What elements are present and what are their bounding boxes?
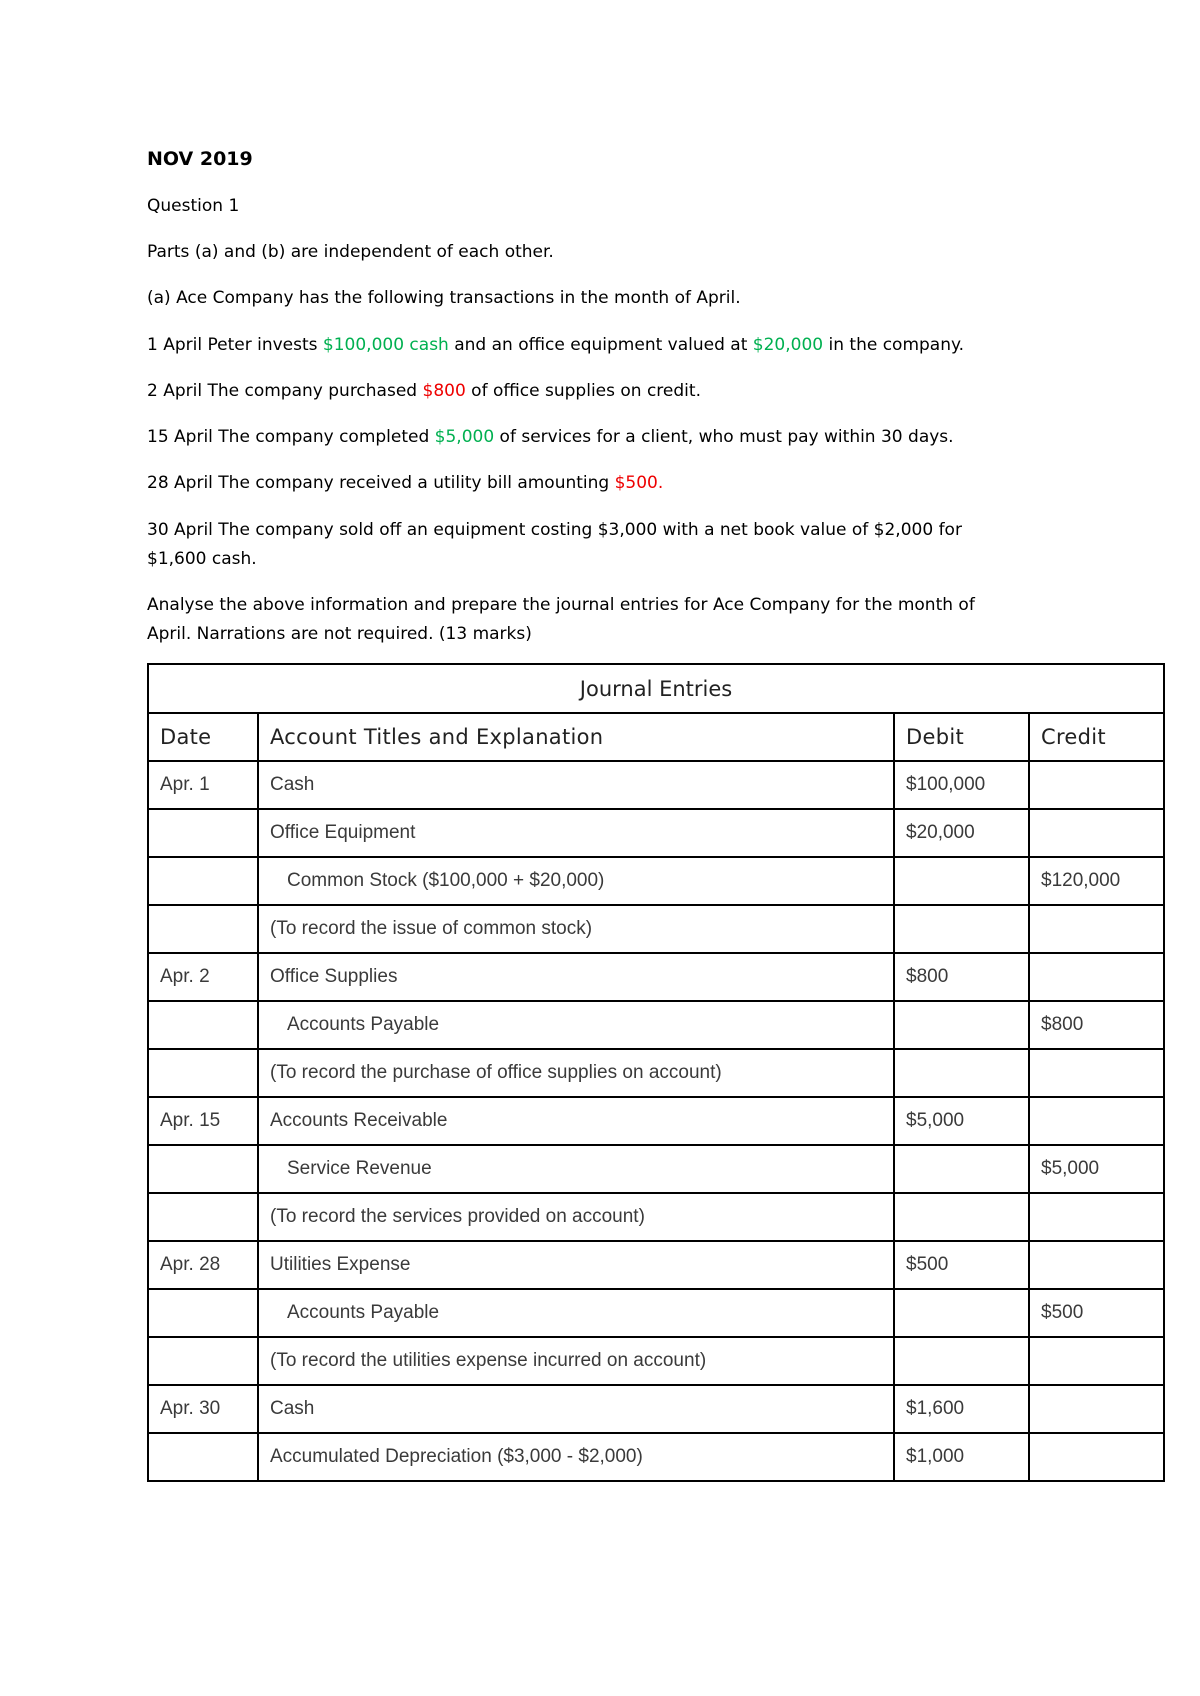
page-heading: NOV 2019	[147, 148, 253, 170]
account-cell: Utilities Expense	[258, 1241, 894, 1289]
table-row	[148, 1241, 1164, 1289]
date-cell	[148, 1049, 258, 1097]
debit-cell	[894, 1001, 1029, 1049]
date-cell	[148, 1145, 258, 1193]
credit-cell: $120,000	[1029, 857, 1164, 905]
debit-cell	[894, 1289, 1029, 1337]
date-cell	[148, 905, 258, 953]
debit-cell: $500	[894, 1241, 1029, 1289]
highlight-amount: $500.	[614, 473, 664, 493]
transaction-text: and an office equipment valued at	[448, 335, 753, 355]
date-cell: Apr. 2	[148, 953, 258, 1001]
table-row	[148, 1049, 1164, 1097]
date-cell	[148, 1193, 258, 1241]
highlight-amount: $800	[422, 381, 466, 401]
highlight-amount: $100,000 cash	[322, 335, 449, 355]
transaction-text: of office supplies on credit.	[465, 381, 701, 401]
table-row	[148, 1193, 1164, 1241]
account-text: Common Stock ($100,000 + $20,000)	[287, 870, 605, 891]
account-cell: (To record the issue of common stock)	[258, 905, 894, 953]
credit-cell: $800	[1029, 1001, 1164, 1049]
account-cell: Accounts Receivable	[258, 1097, 894, 1145]
table-row	[148, 1289, 1164, 1337]
table-row	[148, 1001, 1164, 1049]
debit-cell: $5,000	[894, 1097, 1029, 1145]
date-cell	[148, 1433, 258, 1481]
transaction-text: 15 April The company completed	[147, 427, 435, 447]
instruction-line: April. Narrations are not required. (13 marks)	[147, 624, 532, 644]
credit-cell	[1029, 1241, 1164, 1289]
account-text: Service Revenue	[287, 1158, 432, 1179]
date-cell	[148, 1337, 258, 1385]
table-row	[148, 1097, 1164, 1145]
account-cell: Office Equipment	[258, 809, 894, 857]
debit-cell	[894, 1145, 1029, 1193]
account-cell: Cash	[258, 761, 894, 809]
account-cell: Accumulated Depreciation ($3,000 - $2,000)	[258, 1433, 894, 1481]
transaction-text: of services for a client, who must pay within 30 days.	[494, 427, 954, 447]
credit-cell	[1029, 1049, 1164, 1097]
date-cell: Apr. 15	[148, 1097, 258, 1145]
table-row	[148, 905, 1164, 953]
account-text: Accounts Payable	[287, 1302, 440, 1323]
debit-cell	[894, 1049, 1029, 1097]
transaction-text: 30 April The company sold off an equipment costing $3,000 with a net book value of $2,000 for	[147, 520, 962, 540]
table-row	[148, 1433, 1164, 1481]
debit-cell: $100,000	[894, 761, 1029, 809]
transaction-5	[147, 516, 1047, 574]
table-row	[148, 953, 1164, 1001]
account-cell	[258, 1289, 894, 1337]
transaction-1	[147, 331, 1047, 360]
table-caption-row	[148, 664, 1164, 713]
date-cell	[148, 1001, 258, 1049]
table-row	[148, 809, 1164, 857]
intro-text: Parts (a) and (b) are independent of each other.	[147, 242, 554, 262]
credit-cell	[1029, 953, 1164, 1001]
account-cell	[258, 1001, 894, 1049]
credit-cell	[1029, 1193, 1164, 1241]
date-cell: Apr. 30	[148, 1385, 258, 1433]
column-header-debit: Debit	[894, 713, 1029, 761]
debit-cell	[894, 1337, 1029, 1385]
transaction-text: 1 April Peter invests	[147, 335, 323, 355]
debit-cell: $1,600	[894, 1385, 1029, 1433]
part-a-text: (a) Ace Company has the following transactions in the month of April.	[147, 288, 741, 308]
transaction-text: 28 April The company received a utility bill amounting	[147, 473, 615, 493]
account-text: Accounts Payable	[287, 1014, 440, 1035]
table-row	[148, 857, 1164, 905]
column-header-account: Account Titles and Explanation	[258, 713, 894, 761]
date-cell	[148, 809, 258, 857]
transaction-text: in the company.	[823, 335, 965, 355]
column-header-credit: Credit	[1029, 713, 1164, 761]
debit-cell: $1,000	[894, 1433, 1029, 1481]
date-cell: Apr. 1	[148, 761, 258, 809]
debit-cell	[894, 857, 1029, 905]
credit-cell	[1029, 1433, 1164, 1481]
table-row	[148, 1385, 1164, 1433]
date-cell: Apr. 28	[148, 1241, 258, 1289]
account-cell: Cash	[258, 1385, 894, 1433]
column-header-date: Date	[148, 713, 258, 761]
credit-cell	[1029, 1385, 1164, 1433]
date-cell	[148, 857, 258, 905]
instruction-line: Analyse the above information and prepare the journal entries for Ace Company for the month of	[147, 595, 975, 615]
credit-cell: $500	[1029, 1289, 1164, 1337]
table-caption: Journal Entries	[148, 664, 1164, 713]
debit-cell: $800	[894, 953, 1029, 1001]
credit-cell	[1029, 1337, 1164, 1385]
credit-cell	[1029, 905, 1164, 953]
account-cell	[258, 857, 894, 905]
transaction-text: 2 April The company purchased	[147, 381, 423, 401]
transaction-text: $1,600 cash.	[147, 549, 257, 569]
question-label: Question 1	[147, 196, 240, 216]
credit-cell: $5,000	[1029, 1145, 1164, 1193]
table-row	[148, 1145, 1164, 1193]
debit-cell: $20,000	[894, 809, 1029, 857]
table-row	[148, 761, 1164, 809]
instruction-text	[147, 591, 1047, 649]
table-header-row	[148, 713, 1164, 761]
debit-cell	[894, 1193, 1029, 1241]
journal-entries-table	[147, 663, 1165, 1482]
highlight-amount: $20,000	[752, 335, 824, 355]
transaction-2	[147, 377, 1047, 406]
account-cell: (To record the purchase of office supplies on account)	[258, 1049, 894, 1097]
highlight-amount: $5,000	[434, 427, 495, 447]
credit-cell	[1029, 809, 1164, 857]
debit-cell	[894, 905, 1029, 953]
transaction-4	[147, 469, 1047, 498]
account-cell: (To record the services provided on account)	[258, 1193, 894, 1241]
transaction-3	[147, 423, 1047, 452]
credit-cell	[1029, 1097, 1164, 1145]
table-row	[148, 1337, 1164, 1385]
date-cell	[148, 1289, 258, 1337]
account-cell: Office Supplies	[258, 953, 894, 1001]
credit-cell	[1029, 761, 1164, 809]
account-cell	[258, 1145, 894, 1193]
account-cell: (To record the utilities expense incurred on account)	[258, 1337, 894, 1385]
